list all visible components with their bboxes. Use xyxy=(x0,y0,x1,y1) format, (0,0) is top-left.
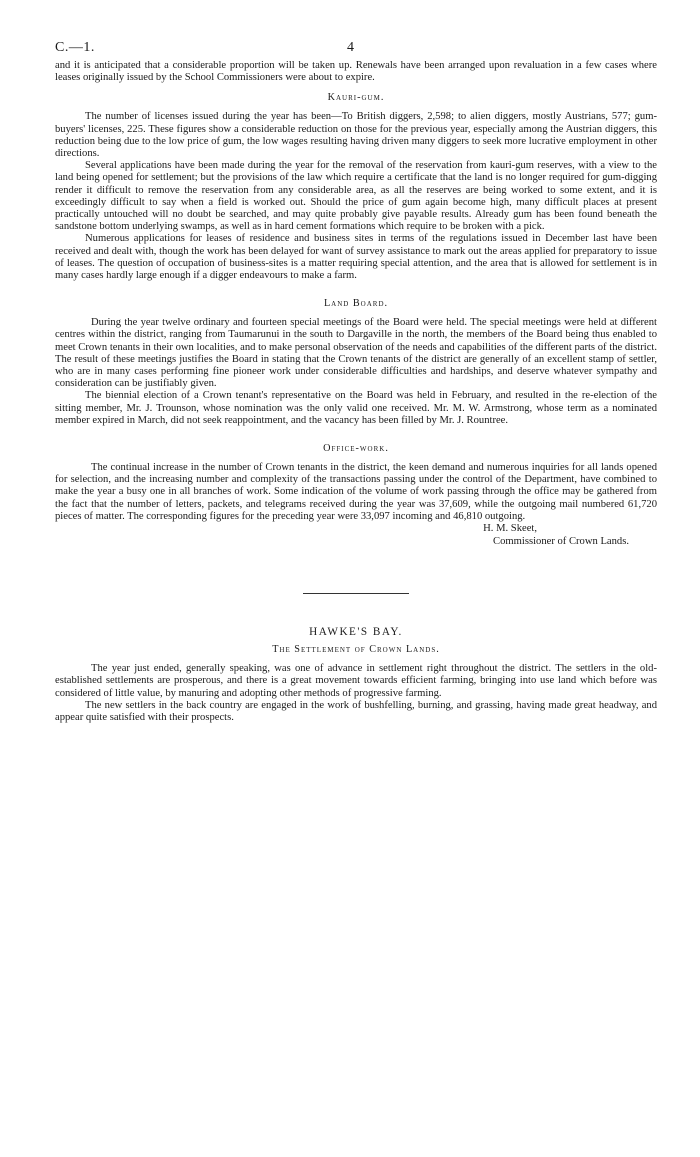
signer-name: H. M. Skeet, xyxy=(483,523,537,535)
hawkes-bay-title: HAWKE'S BAY. xyxy=(309,626,403,639)
kauri-gum-paragraph-1: The number of licenses issued during the year has been—To British diggers, 2,598; to alien diggers, mostly Austrians, 577; gum-buyers' licenses, 225. These figures show a considerable reduction on those for the previous year, especially among the Austrian diggers, this reduction being due to the low price of gum, the low wages resulting having driven many diggers to seek more lucrative employment in other directions. xyxy=(55,111,657,160)
page-number: 4 xyxy=(347,40,354,55)
kauri-gum-paragraph-3: Numerous applications for leases of residence and business sites in terms of the regulations issued in December last have been received and dealt with, though the work has been delayed for want of survey assistance to mark out the areas applied for preparatory to issue of leases. The question of occupation of business-sites is a matter requiring special attention, and the area that is allowed for settlement is in many cases hardly large enough if a digger endeavours to make a farm. xyxy=(55,233,657,282)
kauri-gum-paragraph-2: Several applications have been made during the year for the removal of the reservation from kauri-gum reserves, with a view to the land being opened for settlement; but the provisions of the law which require a certificate that the land is no longer required for gum-digging render it difficult to remove the reservation from any considerable area, as all the reserves are being worked to some extent, and it is exceedingly difficult to say when a field is worked out. Should the price of gum again become high, many difficult places at present practically untouched will no doubt be searched, and may quite probably give payable results. Already gum has been found beneath the sandstone bottom underlying swamps, as well as in hard cement formations which require to be broken with a pick. xyxy=(55,160,657,233)
section-divider xyxy=(303,593,409,594)
document-reference: C.—1. xyxy=(55,40,95,55)
office-work-paragraph-1: The continual increase in the number of Crown tenants in the district, the keen demand and numerous inquiries for all lands opened for selection, and the increasing number and complexity of the transactions passing under the control of the Department, have combined to make the year a busy one in all branches of work. Some indication of the volume of work passing through the office may be gathered from the fact that the number of letters, packets, and telegrams received during the year was 37,609, while the outgoing mail numbered 61,720 pieces of matter. The corresponding figures for the preceding year were 33,097 incoming and 46,810 outgoing. xyxy=(55,462,657,522)
hawkes-bay-paragraph-1: The year just ended, generally speaking, was one of advance in settlement right throughout the district. The settlers in the old-established settlements are prosperous, and there is a great movement towards efficient farming, bringing into use land which before was considered of little value, by manuring and adopting other methods of progressive farming. xyxy=(55,663,657,699)
intro-paragraph: and it is anticipated that a considerable proportion will be taken up. Renewals have been arranged upon revaluation in a few cases where leases originally issued by the School Commissioners were about to expire. xyxy=(55,60,657,84)
settlement-heading: The Settlement of Crown Lands. xyxy=(272,644,440,656)
document-page xyxy=(55,40,657,724)
signer-title: Commissioner of Crown Lands. xyxy=(493,536,629,548)
land-board-paragraph-2: The biennial election of a Crown tenant's representative on the Board was held in February, and resulted in the re-election of the sitting member, Mr. J. Trounson, whose nomination was the only valid one received. Mr. M. W. Armstrong, whose term as a nominated member expired in March, did not seek reappointment, and the vacancy has been filled by Mr. J. Rountree. xyxy=(55,390,657,426)
land-board-heading: Land Board. xyxy=(323,298,389,310)
page-header xyxy=(55,40,657,60)
kauri-gum-heading: Kauri-gum. xyxy=(327,92,385,104)
signature-block xyxy=(55,523,657,551)
land-board-paragraph-1: During the year twelve ordinary and fourteen special meetings of the Board were held. The special meetings were held at different centres within the district, ranging from Taumarunui in the south to Dargaville in the north, the members of the Board being thus enabled to meet Crown tenants in their own localities, and to make personal observation of the needs and capabilities of the different parts of the district. The result of these meetings justifies the Board in stating that the Crown tenants of the district are generally of an excellent stamp of settler, who are in many cases performing fine pioneer work under considerable difficulties and hardships, and deserve whatever sympathy and consideration can be justifiably given. xyxy=(55,317,657,390)
office-work-heading: Office-work. xyxy=(323,443,389,455)
hawkes-bay-paragraph-2: The new settlers in the back country are engaged in the work of bushfelling, burning, and grassing, having made great headway, and appear quite satisfied with their prospects. xyxy=(55,699,657,723)
